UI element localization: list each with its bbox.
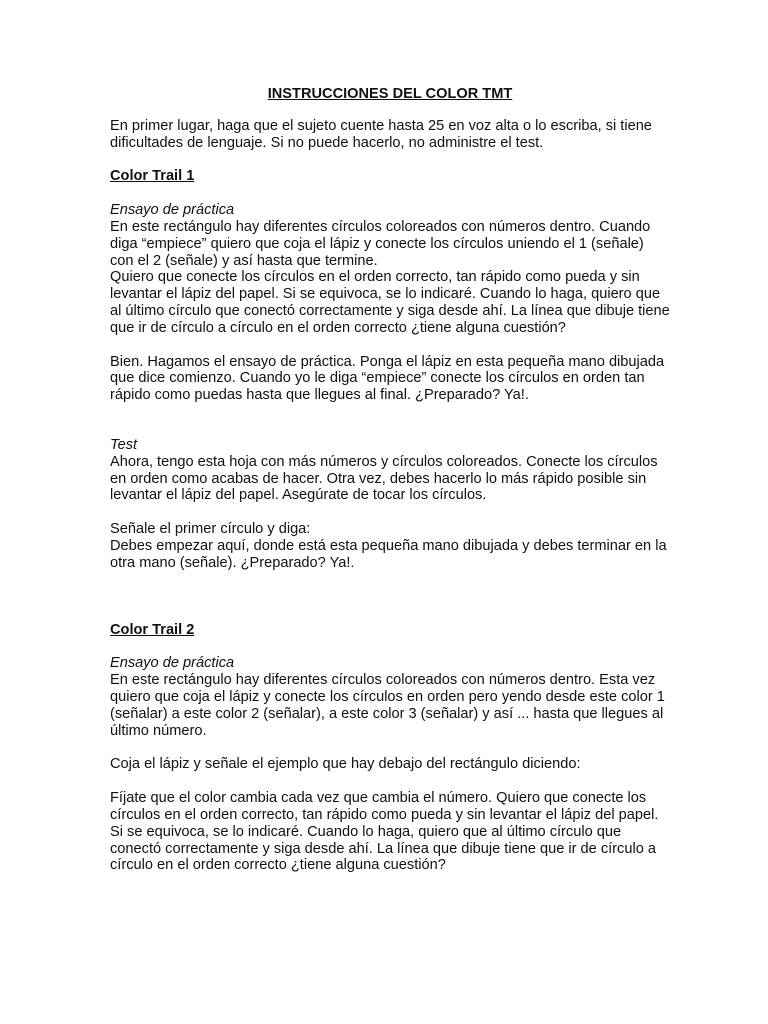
trail1-practice-paragraph-3: Bien. Hagamos el ensayo de práctica. Ponga el lápiz en esta pequeña mano dibujada que dice comienzo. Cuando yo le diga “empiece” conecte los círculos en orden tan rápido como puedas hasta que llegues al final. ¿Preparado? Ya!. (110, 353, 665, 404)
trail1-test-label: Test (110, 436, 138, 453)
trail2-practice-label: Ensayo de práctica (110, 655, 235, 672)
trail1-practice-paragraph-1: En este rectángulo hay diferentes círculos coloreados con números dentro. Cuando diga “empiece” quiero que coja el lápiz y conecte los círculos uniendo el 1 (señale) con el 2 (señale) y así hasta que termine. (110, 218, 651, 269)
trail1-practice-label: Ensayo de práctica (110, 202, 235, 219)
intro-paragraph: En primer lugar, haga que el sujeto cuente hasta 25 en voz alta o lo escriba, si tiene dificultades de lenguaje. Si no puede hacerlo, no administre el test. (110, 117, 652, 151)
trail2-practice-paragraph-3: Fíjate que el color cambia cada vez que cambia el número. Quiero que conecte los círculos en el orden correcto, tan rápido como pueda y sin levantar el lápiz del papel. Si se equivoca, se lo indicaré. Cuando lo haga, quiero que al último círculo que conectó correctamente y siga desde ahí. La línea que dibuje tiene que ir de círculo a círculo en el orden correcto ¿tiene alguna cuestión? (110, 790, 659, 874)
trail2-practice-paragraph-1: En este rectángulo hay diferentes círculos coloreados con números dentro. Esta vez quiero que coja el lápiz y conecte los círculos en orden pero yendo desde este color 1 (señalar) a este color 2 (señalar), a este color 3 (señalar) y así ... hasta que llegues al último número. (110, 672, 665, 739)
trail1-practice-paragraph-2: Quiero que conecte los círculos en el orden correcto, tan rápido como pueda y sin levantar el lápiz del papel. Si se equivoca, se lo indicaré. Cuando lo haga, quiero que al último círculo que conectó correctamente y siga desde ahí. La línea que dibuje tiene que ir de círculo a círculo en el orden correcto ¿tiene alguna cuestión? (110, 269, 670, 336)
document-title: INSTRUCCIONES DEL COLOR TMT (267, 86, 513, 102)
trail2-practice-paragraph-2: Coja el lápiz y señale el ejemplo que hay debajo del rectángulo diciendo: (110, 756, 581, 773)
document-page (110, 86, 670, 874)
trail1-test-paragraph-1: Ahora, tengo esta hoja con más números y círculos coloreados. Conecte los círculos en orden como acabas de hacer. Otra vez, debes hacerlo lo más rápido posible sin levantar el lápiz del papel. Asegúrate de tocar los círculos. (110, 453, 658, 504)
trail1-test-paragraph-2-line-2: Debes empezar aquí, donde está esta pequeña mano dibujada y debes terminar en la otra mano (señale). ¿Preparado? Ya!. (110, 537, 667, 571)
trail1-test-paragraph-2-line-1: Señale el primer círculo y diga: (110, 521, 311, 538)
trail1-heading: Color Trail 1 (110, 168, 195, 185)
trail2-heading: Color Trail 2 (110, 621, 195, 638)
